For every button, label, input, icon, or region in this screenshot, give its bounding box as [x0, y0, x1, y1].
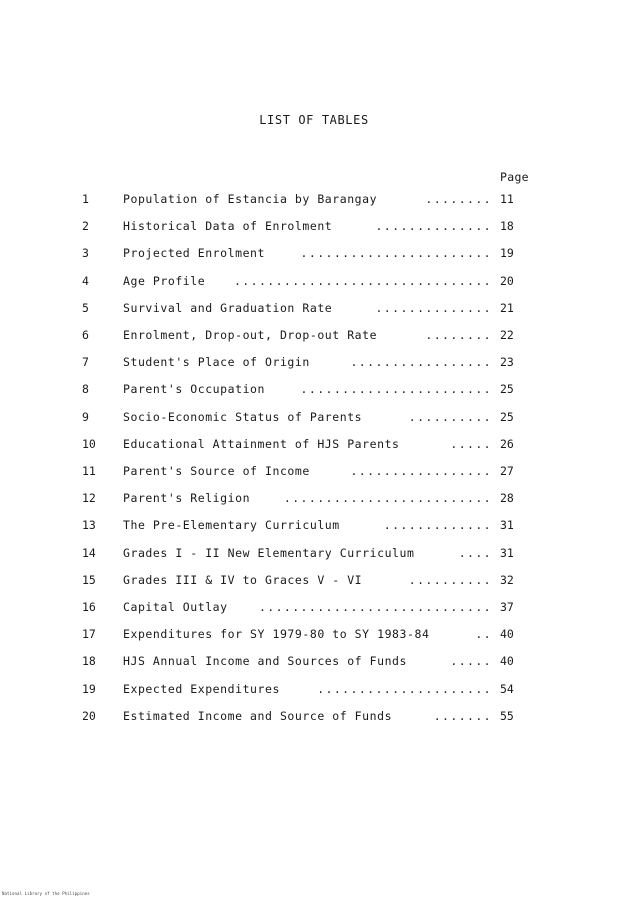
toc-entry-title: Socio-Economic Status of Parents	[123, 409, 363, 424]
toc-entry-leader: ..	[475, 627, 492, 642]
footer-watermark: National Library of the Philippines	[2, 891, 90, 896]
toc-entry-leader: ...............................	[233, 273, 492, 288]
toc-entry-number: 15	[82, 572, 96, 587]
toc-entry	[82, 681, 522, 697]
toc-entry-title: Grades III & IV to Graces V - VI	[123, 572, 363, 587]
toc-entry-title: Parent's Occupation	[123, 382, 265, 397]
toc-entry-number: 17	[82, 627, 96, 642]
toc-entry-number: 14	[82, 545, 96, 560]
toc-entry-page: 25	[500, 409, 514, 424]
toc-entry-leader: ..............	[375, 300, 492, 315]
toc-entry-number: 7	[82, 355, 89, 370]
toc-entry-page: 20	[500, 273, 514, 288]
toc-entry-page: 55	[500, 708, 514, 723]
toc-entry-number: 20	[82, 708, 96, 723]
toc-entry	[82, 409, 522, 425]
toc-entry	[82, 545, 522, 561]
toc-entry	[82, 463, 522, 479]
toc-entry	[82, 572, 522, 588]
toc-entry-leader: .....................	[317, 681, 492, 696]
toc-entry-leader: .....	[450, 654, 492, 669]
toc-entry-page: 23	[500, 355, 514, 370]
toc-entry-title: Expected Expenditures	[123, 681, 280, 696]
toc-entry	[82, 599, 522, 615]
toc-entry-title: Age Profile	[123, 273, 206, 288]
toc-entry-number: 5	[82, 300, 89, 315]
toc-entry-leader: .........................	[283, 491, 492, 506]
toc-entry-number: 10	[82, 436, 96, 451]
toc-entry-number: 4	[82, 273, 89, 288]
toc-entry-number: 9	[82, 409, 89, 424]
toc-entry-title: Enrolment, Drop-out, Drop-out Rate	[123, 328, 378, 342]
toc-entry-title: Expenditures for SY 1979-80 to SY 1983-84	[123, 627, 430, 642]
toc-entry-title: Capital Outlay	[123, 600, 228, 614]
toc-entry-number: 11	[82, 464, 96, 478]
toc-entry-number: 8	[82, 382, 89, 397]
toc-entry	[82, 490, 522, 506]
toc-entry-title: Student's Place of Origin	[123, 355, 310, 370]
toc-entry-leader: ..............	[375, 219, 492, 234]
toc-entry	[82, 191, 522, 207]
toc-entry-page: 32	[500, 572, 514, 587]
toc-entry-page: 19	[500, 246, 514, 261]
toc-entry	[82, 218, 522, 234]
toc-entry-title: Estimated Income and Source of Funds	[123, 708, 393, 723]
toc-entry-page: 27	[500, 464, 514, 478]
toc-entry-number: 3	[82, 246, 89, 261]
toc-entry-title: Parent's Religion	[123, 491, 251, 506]
toc-entry-leader: .......................	[300, 382, 492, 397]
toc-entry-page: 22	[500, 328, 514, 342]
toc-entry-title: HJS Annual Income and Sources of Funds	[123, 654, 407, 669]
toc-entry-page: 31	[500, 545, 514, 560]
toc-entry	[82, 517, 522, 533]
toc-entry	[82, 300, 522, 316]
toc-entry-page: 40	[500, 627, 514, 642]
toc-entry-leader: ........	[425, 192, 492, 206]
toc-entry-leader: ..........	[408, 572, 492, 587]
toc-entry-title: Grades I - II New Elementary Curriculum	[123, 545, 415, 560]
toc-entry-number: 1	[82, 192, 89, 206]
toc-entry-leader: .............	[383, 518, 492, 533]
toc-entry-title: Historical Data of Enrolment	[123, 219, 333, 234]
toc-entry-number: 16	[82, 600, 96, 614]
toc-entry-leader: ............................	[258, 600, 492, 614]
toc-entry	[82, 653, 522, 669]
toc-entry-leader: .......	[433, 708, 492, 723]
toc-entry-title: Population of Estancia by Barangay	[123, 192, 378, 206]
toc-entry-number: 13	[82, 518, 96, 533]
toc-entry	[82, 436, 522, 452]
toc-entry	[82, 245, 522, 261]
toc-entry	[82, 273, 522, 289]
toc-entry-page: 18	[500, 219, 514, 234]
toc-entry-leader: ........	[425, 328, 492, 342]
toc-entry-number: 18	[82, 654, 96, 669]
toc-entry	[82, 354, 522, 370]
toc-entry-page: 31	[500, 518, 514, 533]
toc-entry-leader: ..........	[408, 409, 492, 424]
toc-entry-leader: .................	[350, 464, 492, 478]
toc-entry	[82, 381, 522, 397]
toc-entry-title: Educational Attainment of HJS Parents	[123, 436, 400, 451]
toc-entry	[82, 626, 522, 642]
toc-entry-number: 12	[82, 491, 96, 506]
toc-entry-leader: ....	[458, 545, 492, 560]
toc-entry-title: Survival and Graduation Rate	[123, 300, 333, 315]
toc-entry-page: 21	[500, 300, 514, 315]
toc-entry-title: Projected Enrolment	[123, 246, 265, 261]
toc-entry-page: 37	[500, 600, 514, 614]
toc-entry	[82, 708, 522, 724]
toc-entry-page: 54	[500, 681, 514, 696]
toc-entry-leader: .................	[350, 355, 492, 370]
toc-entry-page: 11	[500, 192, 514, 206]
toc-entry-leader: .......................	[300, 246, 492, 261]
toc-entry	[82, 327, 522, 343]
toc-entry-page: 40	[500, 654, 514, 669]
toc-entry-page: 25	[500, 382, 514, 397]
toc-entry-page: 28	[500, 491, 514, 506]
page-column-heading: Page	[500, 170, 529, 184]
toc-entry-number: 19	[82, 681, 96, 696]
toc-entry-page: 26	[500, 436, 514, 451]
toc-entry-title: Parent's Source of Income	[123, 464, 310, 478]
toc-entry-leader: .....	[450, 436, 492, 451]
toc-entry-number: 6	[82, 328, 89, 342]
toc-entry-number: 2	[82, 219, 89, 234]
page-title: LIST OF TABLES	[259, 113, 369, 127]
toc-entry-title: The Pre-Elementary Curriculum	[123, 518, 340, 533]
